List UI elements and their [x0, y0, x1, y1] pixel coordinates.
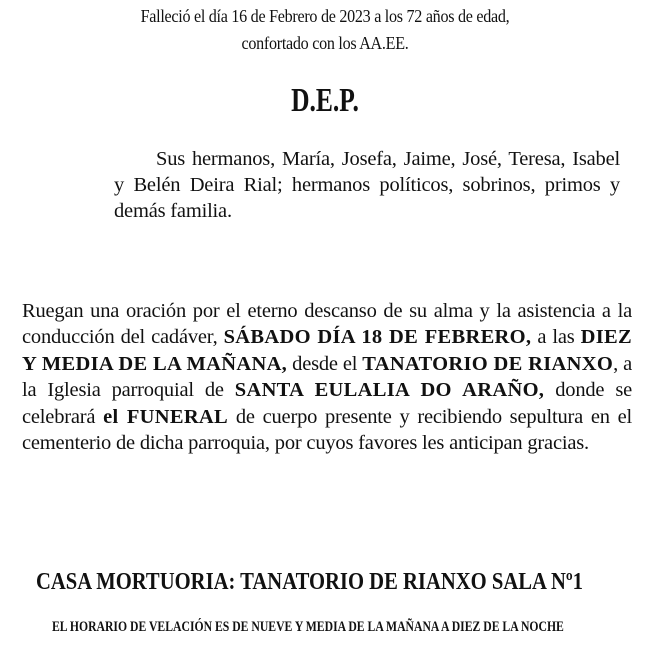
ceremony-text: donde se celebrará	[22, 379, 632, 428]
dep-heading: D.E.P.	[291, 82, 359, 119]
ceremony-text: a las	[531, 326, 581, 349]
funeral-home-line: CASA MORTUORIA: TANATORIO DE RIANXO SALA Nº1	[36, 569, 584, 595]
visiting-hours-line: EL HORARIO DE VELACIÓN ES DE NUEVE Y MEDIA DE LA MAÑANA A DIEZ DE LA NOCHE	[52, 619, 564, 635]
ceremony-text: de cuerpo presente y recibiendo sepultura en el cementerio de dicha parroquia, por cuyos favores les anticipan gracias.	[22, 405, 632, 455]
ceremony-church: SANTA EULALIA DO ARAÑO,	[234, 379, 545, 402]
ceremony-text: , a la Iglesia parroquial de	[22, 352, 632, 402]
ceremony-time: DIEZ Y MEDIA DE LA MAÑANA,	[22, 326, 632, 375]
ceremony-funeral: el FUNERAL	[103, 405, 229, 428]
death-date-line: Falleció el día 16 de Febrero de 2023 a los 72 años de edad,	[140, 6, 510, 26]
ceremony-text: Ruegan una oración por el eterno descanso de su alma y la asistencia a la conducción del cadáver,	[22, 300, 632, 349]
ceremony-text: desde el	[287, 352, 363, 375]
family-paragraph: Sus hermanos, María, Josefa, Jaime, José, Teresa, Isabel y Belén Deira Rial; hermanos políticos, sobrinos, primos y demás familia.	[114, 148, 620, 222]
ceremony-date: SÁBADO DÍA 18 DE FEBRERO,	[223, 326, 532, 349]
ceremony-paragraph	[22, 298, 632, 456]
ceremony-origin: TANATORIO DE RIANXO	[362, 352, 614, 375]
sacraments-line: confortado con los AA.EE.	[241, 33, 409, 53]
